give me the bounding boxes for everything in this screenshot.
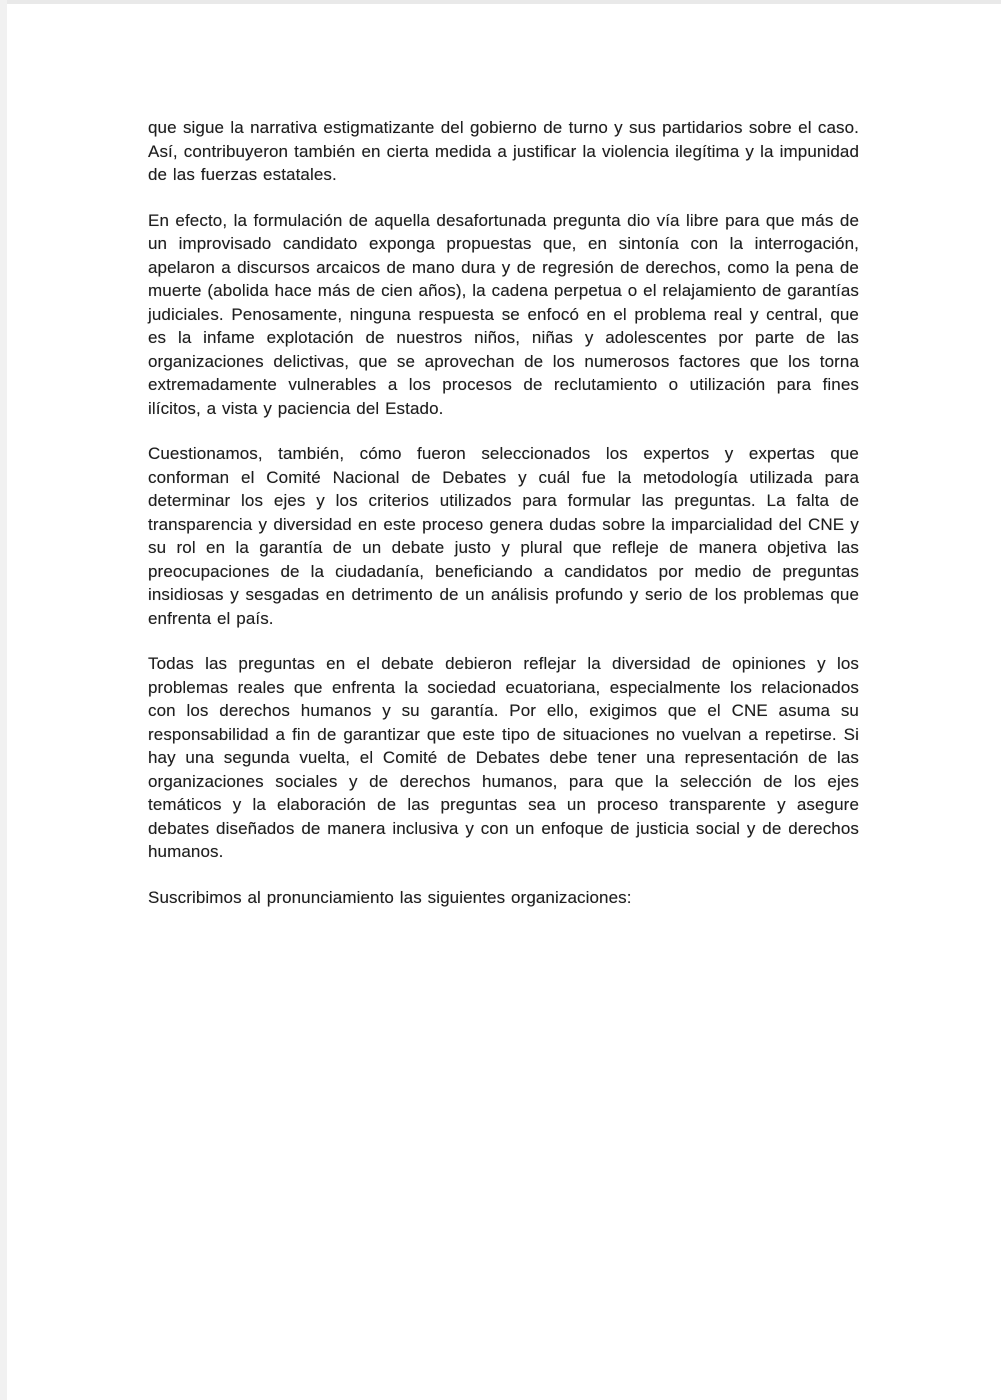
paragraph-1: que sigue la narrativa estigmatizante del gobierno de turno y sus partidarios sobre el caso. Así, contribuyeron también en cierta medida a justificar la violencia ilegítima y la impunidad de las fuerzas estatales. — [148, 118, 859, 184]
paragraph-3: Cuestionamos, también, cómo fueron seleccionados los expertos y expertas que conforman el Comité Nacional de Debates y cuál fue la metodología utilizada para determinar los ejes y los criterios utilizados para formular las preguntas. La falta de transparencia y diversidad en este proceso genera dudas sobre la imparcialidad del CNE y su rol en la garantía de un debate justo y plural que refleje de manera objetiva las preocupaciones de la ciudadanía, beneficiando a candidatos por medio de preguntas insidiosas y sesgadas en detrimento de un análisis profundo y serio de los problemas que enfrenta el país. — [148, 444, 859, 628]
paragraph-5: Suscribimos al pronunciamiento las siguientes organizaciones: — [148, 887, 632, 907]
paragraph-2: En efecto, la formulación de aquella desafortunada pregunta dio vía libre para que más de un improvisado candidato exponga propuestas que, en sintonía con la interrogación, apelaron a discursos arcaicos de mano dura y de regresión de derechos, como la pena de muerte (abolida hace más de cien años), la cadena perpetua o el relajamiento de garantías judiciales. Penosamente, ninguna respuesta se enfocó en el problema real y central, que es la infame explotación de nuestros niños, niñas y adolescentes por parte de las organizaciones delictivas, que se aprovechan de los numerosos factores que los torna extremadamente vulnerables a los procesos de reclutamiento o utilización para fines ilícitos, a vista y paciencia del Estado. — [148, 210, 859, 418]
page-edge-top — [0, 0, 1001, 4]
paragraph-4: Todas las preguntas en el debate debieron reflejar la diversidad de opiniones y los problemas reales que enfrenta la sociedad ecuatoriana, especialmente los relacionados con los derechos humanos y su garantía. Por ello, exigimos que el CNE asuma su responsabilidad a fin de garantizar que este tipo de situaciones no vuelvan a repetirse. Si hay una segunda vuelta, el Comité de Debates debe tener una representación de las organizaciones sociales y de derechos humanos, para que la selección de los ejes temáticos y la elaboración de las preguntas sea un proceso transparente y asegure debates diseñados de manera inclusiva y con un enfoque de justicia social y de derechos humanos. — [148, 654, 859, 861]
document-body — [148, 116, 859, 909]
page-edge-left — [0, 0, 7, 1400]
